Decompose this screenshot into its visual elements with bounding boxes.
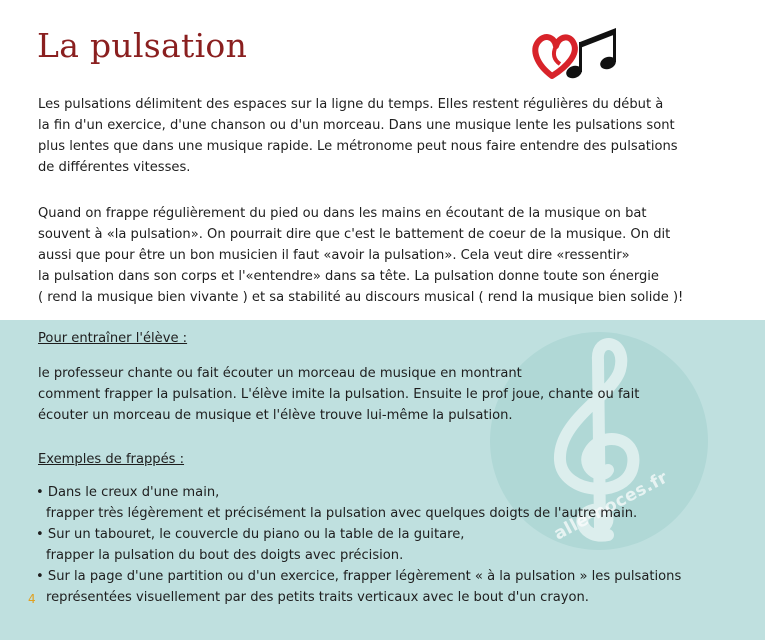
training-line: le professeur chante ou fait écouter un morceau de musique en montrant <box>38 366 522 381</box>
intro-line: souvent à «la pulsation». On pourrait dire que c'est le battement de coeur de la musique. On dit <box>38 227 671 242</box>
page-number: 4 <box>28 592 36 606</box>
intro-paragraph-2 <box>38 203 738 308</box>
examples-heading: Exemples de frappés : <box>38 452 185 467</box>
training-line: comment frapper la pulsation. L'élève imite la pulsation. Ensuite le prof joue, chante ou fait <box>38 387 640 402</box>
training-paragraph <box>38 363 738 426</box>
list-item: • Dans le creux d'une main, <box>36 485 220 500</box>
intro-line: la fin d'un exercice, d'une chanson ou d'un morceau. Dans une musique lente les pulsations sont <box>38 118 675 133</box>
list-item-detail: frapper la pulsation du bout des doigts avec précision. <box>46 548 404 563</box>
intro-line: plus lentes que dans une musique rapide. Le métronome peut nous faire entendre des pulsations <box>38 139 678 154</box>
training-heading: Pour entraîner l'élève : <box>38 331 188 346</box>
intro-line: ( rend la musique bien vivante ) et sa stabilité au discours musical ( rend la musique bien solide )! <box>38 290 684 305</box>
list-item-detail: frapper très légèrement et précisément la pulsation avec quelques doigts de l'autre main. <box>46 506 638 521</box>
heart-music-notes-icon <box>528 20 624 82</box>
intro-line: la pulsation dans son corps et l'«entendre» dans sa tête. La pulsation donne toute son énergie <box>38 269 659 284</box>
list-item-detail: représentées visuellement par des petits traits verticaux avec le bout d'un crayon. <box>46 590 589 605</box>
intro-line: de différentes vitesses. <box>38 160 191 175</box>
training-line: écouter un morceau de musique et l'élève trouve lui-même la pulsation. <box>38 408 513 423</box>
list-item: • Sur la page d'une partition ou d'un exercice, frapper légèrement « à la pulsation » les pulsations <box>36 569 682 584</box>
intro-line: aussi que pour être un bon musicien il faut «avoir la pulsation». Cela veut dire «ressentir» <box>38 248 630 263</box>
intro-line: Les pulsations délimitent des espaces sur la ligne du temps. Elles restent régulières du début à <box>38 97 664 112</box>
intro-paragraph-1 <box>38 94 738 178</box>
intro-line: Quand on frappe régulièrement du pied ou dans les mains en écoutant de la musique on bat <box>38 206 647 221</box>
watermark-text: alle-noces.fr <box>550 467 672 545</box>
page-title: La pulsation <box>37 26 248 65</box>
examples-list <box>36 482 681 608</box>
list-item: • Sur un tabouret, le couvercle du piano ou la table de la guitare, <box>36 527 465 542</box>
